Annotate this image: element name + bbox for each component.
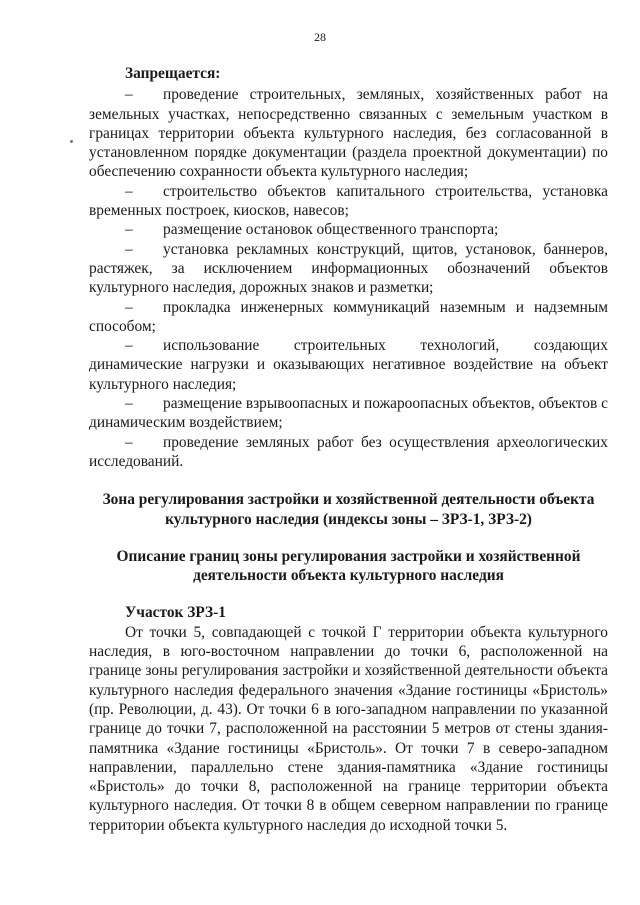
prohibited-item-text: проведение земляных работ без осуществления археологических исследований. [89, 433, 608, 470]
prohibited-item [89, 433, 608, 472]
prohibited-item [89, 240, 608, 298]
plot-description: От точки 5, совпадающей с точкой Г территории объекта культурного наследия, в юго-восточном направлении до точки 6, расположенной на границе зоны регулирования застройки и хозяйственной деятельности объекта культурного наследия федерального значения «Здание гостиницы «Бристоль» (пр. Революции, д. 43). От точки 6 в юго-западном направлении по указанной границе до точки 7, расположенной на расстоянии 5 метров от стены здания-памятника «Здание гостиницы «Бристоль». От точки 7 в северо-западном направлении, параллельно стене здания-памятника «Здание гостиницы «Бристоль» до точки 8, расположенной на границе территории объекта культурного наследия. От точки 8 в общем северном направлении по границе территории объекта культурного наследия до исходной точки 5. [89, 623, 608, 834]
prohibited-item [89, 298, 608, 337]
dash-marker: – [125, 298, 133, 316]
dash-marker: – [125, 86, 133, 104]
prohibited-item-text: прокладка инженерных коммуникаций наземным и надземным способом; [89, 298, 608, 335]
zone-title: Зона регулирования застройки и хозяйственной деятельности объекта культурного наследия (индексы зоны – ЗРЗ-1, ЗРЗ-2) [102, 491, 595, 528]
prohibited-item-text: размещение взрывоопасных и пожароопасных объектов, объектов с динамическим воздействием; [89, 395, 608, 432]
dash-marker: – [125, 182, 133, 200]
page-number: 28 [314, 30, 326, 44]
prohibited-heading: Запрещается: [125, 65, 221, 82]
prohibited-item-text: проведение строительных, земляных, хозяйственных работ на земельных участках, непосредственно связанных с земельным участком в границах территории объекта культурного наследия, без согласованной в установленном порядке документации (раздела проектной документации) по обеспечению сохранности объекта культурного наследия; [89, 86, 608, 181]
prohibited-item [89, 220, 608, 239]
prohibited-item-text: установка рекламных конструкций, щитов, установок, баннеров, растяжек, за исключением информационных обозначений объектов культурного наследия, дорожных знаков и разметки; [89, 240, 608, 297]
dash-marker: – [125, 221, 133, 239]
margin-dot [70, 140, 73, 143]
dash-marker: – [125, 433, 133, 451]
prohibited-list [89, 85, 608, 471]
dash-marker: – [125, 240, 133, 258]
prohibited-item-text: строительство объектов капитального строительства, установка временных построек, киосков, навесов; [89, 182, 608, 220]
dash-marker: – [125, 337, 133, 355]
prohibited-item [89, 182, 608, 221]
prohibited-item-text: использование строительных технологий, создающих динамические нагрузки и оказывающих негативное воздействие на объект культурного наследия; [89, 337, 608, 393]
prohibited-item [89, 85, 608, 181]
prohibited-item-text: размещение остановок общественного транспорта; [163, 221, 499, 239]
boundary-title: Описание границ зоны регулирования застройки и хозяйственной деятельности объекта культурного наследия [116, 547, 581, 585]
page-content [89, 64, 608, 835]
dash-marker: – [125, 395, 133, 413]
plot-title: Участок ЗРЗ-1 [125, 604, 226, 622]
prohibited-item [89, 394, 608, 433]
prohibited-item [89, 336, 608, 394]
